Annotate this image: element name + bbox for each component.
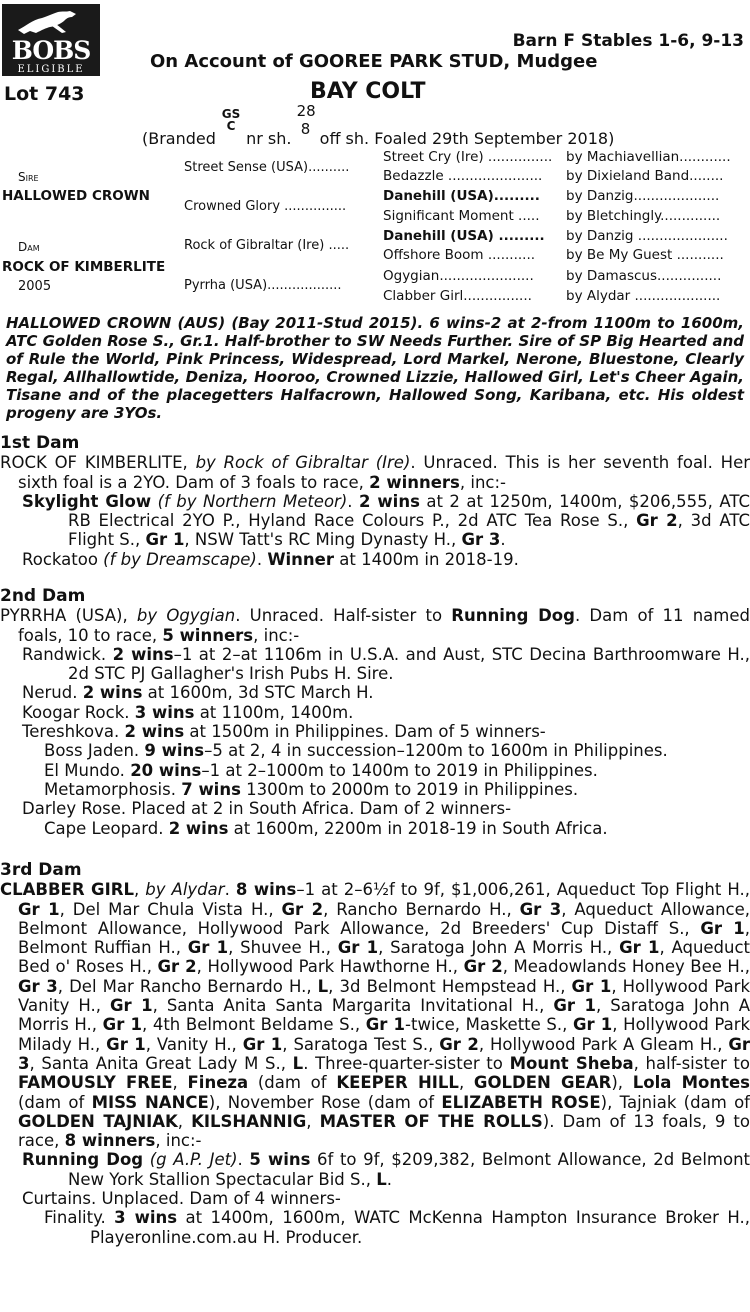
grand-progeny-entry: El Mundo. 20 wins–1 at 2–1000m to 1400m to 2019 in Philippines. — [44, 760, 598, 780]
race-text: , — [177, 1111, 192, 1131]
race-grade: Gr 1 — [619, 938, 660, 958]
progeny-entry: Running Dog (g A.P. Jet). 5 wins 6f to 9f, $209,382, Belmont Allowance, 2d Belmont New York Stallion Spectacular Bid S., L. — [22, 1150, 750, 1189]
race-grade: Gr 3 — [519, 899, 562, 919]
race-grade: Gr 1 — [573, 1015, 613, 1035]
pedigree-gen3-sire: by Danzig ..................... — [566, 228, 728, 244]
race-text: . Three-quarter-sister to — [303, 1053, 510, 1073]
pedigree-gen3-sire: by Machiavellian............ — [566, 149, 731, 165]
race-grade: KEEPER HILL — [336, 1073, 459, 1093]
sire-label: Sire — [18, 170, 39, 184]
race-grade: MISS NANCE — [91, 1092, 209, 1112]
race-grade: Gr 2 — [281, 899, 324, 919]
race-grade: 8 winners — [64, 1131, 156, 1151]
race-text: , Del Mar Chula Vista H., — [59, 899, 282, 919]
pedigree-gen3-sire: by Alydar .................... — [566, 288, 721, 304]
race-text: , — [306, 1111, 320, 1131]
pedigree-gen3-sire: by Dixieland Band........ — [566, 168, 724, 184]
progeny-entry: Nerud. 2 wins at 1600m, 3d STC March H. — [22, 683, 374, 703]
progeny-entry: Darley Rose. Placed at 2 in South Africa. Dam of 2 winners- — [22, 799, 512, 819]
race-text: ), Tajniak (dam of — [600, 1092, 750, 1112]
race-grade: Gr 3 — [18, 1034, 750, 1073]
race-grade: Gr 1 — [106, 1034, 146, 1054]
race-grade: KILSHANNIG — [191, 1111, 307, 1131]
pedigree-gen2: Rock of Gibraltar (Ire) ..... — [184, 238, 350, 253]
pedigree-gen3-sire: by Damascus............... — [566, 268, 722, 284]
progeny-entry: Tereshkova. 2 wins at 1500m in Philippines. Dam of 5 winners- — [22, 722, 546, 742]
race-grade: Fineza — [187, 1073, 249, 1093]
race-grade: Gr 1 — [102, 1015, 142, 1035]
logo-text: BOBS — [11, 36, 91, 65]
race-text: (dam of — [18, 1092, 92, 1112]
race-grade: Gr 1 — [109, 996, 153, 1016]
sire-name: HALLOWED CROWN — [2, 188, 150, 204]
race-text: , Belmont Ruffian H., — [18, 918, 750, 958]
race-text: , Santa Anita Great Lady M S., — [29, 1053, 293, 1073]
race-grade: Gr 1 — [18, 899, 60, 919]
brand-number — [297, 102, 315, 138]
pedigree-gen2: Crowned Glory ............... — [184, 199, 347, 214]
race-text: , Saratoga John A Morris H., — [18, 996, 750, 1035]
race-grade: Gr 1 — [337, 938, 379, 958]
dam-paragraph: PYRRHA (USA), by Ogygian. Unraced. Half-sister to Running Dog. Dam of 11 named foals, 10 to race, 5 winners, inc:- — [0, 606, 750, 645]
race-text: (dam of — [248, 1073, 337, 1093]
race-text: , Santa Anita Santa Margarita Invitational H., — [152, 996, 554, 1016]
section-heading: 1st Dam — [0, 433, 80, 453]
race-grade: ELIZABETH ROSE — [441, 1092, 601, 1112]
pedigree-gen3-name: Danehill (USA)......... — [383, 188, 540, 204]
lot-title: BAY COLT — [310, 79, 426, 104]
pedigree-gen3-sire: by Be My Guest ........... — [566, 247, 724, 263]
race-text: , half-sister to — [633, 1053, 750, 1073]
brand-symbol-bottom: C — [226, 119, 236, 133]
race-text: , Aqueduct Bed o' Roses H., — [18, 938, 750, 977]
pedigree-gen3-name: Significant Moment ..... — [383, 208, 540, 224]
grand-progeny-entry: Cape Leopard. 2 wins at 1600m, 2200m in 2018-19 in South Africa. — [44, 818, 608, 838]
race-text: –1 at 2–6½f to 9f, $1,006,261, Aqueduct Top Flight H., — [296, 880, 750, 900]
pedigree-gen3-name: Bedazzle ...................... — [383, 168, 543, 184]
race-grade: Gr 1 — [571, 976, 612, 996]
race-grade: L — [317, 976, 329, 996]
first-dam-section — [0, 434, 750, 569]
race-text: , Rancho Bernardo H., — [323, 899, 520, 919]
brand-mid: nr sh. — [246, 129, 292, 148]
race-grade: GOLDEN TAJNIAK — [18, 1111, 178, 1131]
dam-name: ROCK OF KIMBERLITE — [2, 259, 166, 275]
race-grade: MASTER OF THE ROLLS — [319, 1111, 543, 1131]
race-text: ), — [611, 1073, 633, 1093]
race-text: , Aqueduct Allowance, Belmont Allowance, Hollywood Park Allowance, 2d Breeders' Cup Distaff S., — [18, 899, 750, 938]
race-text: -twice, Maskette S., — [405, 1015, 573, 1035]
race-grade: GOLDEN GEAR — [473, 1073, 612, 1093]
brand-symbol — [221, 108, 241, 132]
third-dam-section — [0, 861, 750, 1247]
race-grade: L — [292, 1053, 304, 1073]
progeny-entry: Curtains. Unplaced. Dam of 4 winners- — [22, 1189, 341, 1209]
race-text: , Saratoga John A Morris H., — [378, 938, 620, 958]
pedigree-gen2: Pyrrha (USA).................. — [184, 278, 342, 293]
section-heading: 3rd Dam — [0, 860, 82, 880]
pedigree-gen3-sire: by Bletchingly.............. — [566, 208, 721, 224]
race-text: , Hollywood Park Milady H., — [18, 1015, 750, 1054]
race-grade: Mount Sheba — [509, 1053, 634, 1073]
dam-paragraph: ROCK OF KIMBERLITE, by Rock of Gibraltar (Ire). Unraced. This is her seventh foal. Her sixth foal is a 2YO. Dam of 3 foals to race, 2 winners, inc:- — [0, 453, 750, 492]
sire-summary: HALLOWED CROWN (AUS) (Bay 2011-Stud 2015). 6 wins-2 at 2-from 1100m to 1600m, ATC Golden Rose S., Gr.1. Half-brother to SW Needs Further. Sire of SP Big Hearted and of Rule the World, Pink Princess, Widespread, Lord Markel, Nerone, Bluestone, Clearly Regal, Allhallowtide, Deniza, Hooroo, Crowned Lizzie, Hallowed Girl, Let's Cheer Again, Tisane and of the placegetters Halfacrown, Hallowed Song, Karibana, etc. His oldest progeny are 3YOs. — [6, 314, 744, 422]
race-grade: Gr 3 — [18, 976, 58, 996]
lot-number: Lot 743 — [4, 83, 85, 105]
race-text: , — [458, 1073, 474, 1093]
pedigree-gen3-name: Ogygian...................... — [383, 268, 534, 284]
grand-progeny-entry: Finality. 3 wins at 1400m, 1600m, WATC McKenna Hampton Insurance Broker H., Playeronline.com.au H. Producer. — [44, 1208, 750, 1247]
pedigree-gen2: Street Sense (USA).......... — [184, 160, 350, 175]
brand-num-bottom: 8 — [300, 120, 311, 138]
race-text: , Del Mar Rancho Bernardo H., — [57, 976, 318, 996]
brand-num-top: 28 — [296, 102, 316, 120]
race-text: , Hollywood Park Vanity H., — [18, 976, 750, 1016]
dam-paragraph: CLABBER GIRL, by Alydar. 8 wins–1 at 2–6½f to 9f, $1,006,261, Aqueduct Top Flight H., Gr 1, Del Mar Chula Vista H., Gr 2, Rancho Bernardo H., Gr 3, Aqueduct Allowance, Belmont Allowance, Hollywood Park Allowance, 2d Breeders' Cup Distaff S., Gr 1, Belmont Ruffian H., Gr 1, Shuvee H., Gr 1, Saratoga John A Morris H., Gr 1, Aqueduct Bed o' Roses H., Gr 2, Hollywood Park Hawthorne H., Gr 2, Meadowlands Honey Bee H., Gr 3, Del Mar Rancho Bernardo H., L, 3d Belmont Hempstead H., Gr 1, Hollywood Park Vanity H., Gr 1, Santa Anita Santa Margarita Invitational H., Gr 1, Saratoga John A Morris H., Gr 1, 4th Belmont Beldame S., Gr 1-twice, Maskette S., Gr 1, Hollywood Park Milady H., Gr 1, Vanity H., Gr 1, Saratoga Test S., Gr 2, Hollywood Park A Gleam H., Gr 3, Santa Anita Great Lady M S., L. Three-quarter-sister to Mount Sheba, half-sister to FAMOUSLY FREE, Fineza (dam of KEEPER HILL, GOLDEN GEAR), Lola Montes (dam of MISS NANCE), November Rose (dam of ELIZABETH ROSE), Tajniak (dam of GOLDEN TAJNIAK, KILSHANNIG, MASTER OF THE ROLLS). Dam of 13 foals, 9 to race, 8 winners, inc:- — [0, 880, 750, 1151]
pedigree-gen3-name: Offshore Boom ........... — [383, 247, 536, 263]
race-text: ), November Rose (dam of — [208, 1092, 442, 1112]
logo-subtext: ELIGIBLE — [17, 64, 85, 75]
race-text: , inc:- — [155, 1131, 202, 1151]
race-grade: Gr 1 — [365, 1015, 406, 1035]
horse-icon — [16, 8, 86, 38]
progeny-entry: Koogar Rock. 3 wins at 1100m, 1400m. — [22, 702, 354, 722]
brand-description — [142, 102, 615, 148]
progeny-entry: Randwick. 2 wins–1 at 2–at 1106m in U.S.A. and Aust, STC Decina Barthroomware H., 2d STC PJ Gallagher's Irish Pubs H. Sire. — [22, 644, 750, 684]
pedigree-gen3-name: Danehill (USA) ......... — [383, 228, 545, 244]
grand-progeny-entry: Metamorphosis. 7 wins 1300m to 2000m to 2019 in Philippines. — [44, 779, 579, 799]
dam-label: Dam — [18, 240, 40, 254]
race-grade: Gr 1 — [700, 918, 745, 938]
race-grade: Lola Montes — [632, 1073, 750, 1093]
progeny-entry: Skylight Glow (f by Northern Meteor). 2 wins at 2 at 1250m, 1400m, $206,555, ATC RB Electrical 2YO P., Hyland Race Colours P., 2d ATC Tea Rose S., Gr 2, 3d ATC Flight S., Gr 1, NSW Tatt's RC Ming Dynasty H., Gr 3. — [22, 491, 750, 550]
section-heading: 2nd Dam — [0, 586, 86, 606]
brand-symbol-top: GS — [221, 107, 241, 121]
pedigree-gen3-name: Street Cry (Ire) ............... — [383, 149, 553, 165]
race-text: , Shuvee H., — [228, 938, 338, 958]
race-text: , Meadowlands Honey Bee H., — [502, 957, 750, 977]
vendor-account: On Account of GOOREE PARK STUD, Mudgee — [150, 51, 598, 72]
second-dam-section — [0, 587, 750, 838]
race-text: , Hollywood Park Hawthorne H., — [196, 957, 464, 977]
race-text: , 4th Belmont Beldame S., — [141, 1015, 366, 1035]
race-grade: Gr 1 — [242, 1034, 283, 1054]
grand-progeny-entry: Boss Jaden. 9 wins–5 at 2, 4 in succession–1200m to 1600m in Philippines. — [44, 741, 668, 761]
bobs-eligible-logo — [2, 4, 100, 76]
race-grade: FAMOUSLY FREE — [18, 1073, 173, 1093]
race-grade: Gr 2 — [439, 1034, 479, 1054]
race-text: , — [172, 1073, 188, 1093]
race-text: , Vanity H., — [145, 1034, 243, 1054]
pedigree-gen3-name: Clabber Girl................ — [383, 288, 532, 304]
race-text: , 3d Belmont Hempstead H., — [328, 976, 572, 996]
brand-post: off sh. Foaled 29th September 2018) — [319, 129, 615, 148]
pedigree-gen3-sire: by Danzig.................... — [566, 188, 720, 204]
race-grade: Gr 1 — [553, 996, 597, 1016]
race-grade: Gr 2 — [463, 957, 503, 977]
barn-location: Barn F Stables 1-6, 9-13 — [512, 31, 744, 51]
race-text: , Saratoga Test S., — [282, 1034, 440, 1054]
race-text: ). Dam of 13 foals, 9 to race, — [18, 1111, 750, 1151]
race-grade: Gr 2 — [157, 957, 197, 977]
race-text: , Hollywood Park A Gleam H., — [478, 1034, 729, 1054]
race-grade: Gr 1 — [187, 938, 229, 958]
progeny-entry: Rockatoo (f by Dreamscape). Winner at 1400m in 2018-19. — [22, 549, 519, 569]
brand-pre: (Branded — [142, 129, 216, 148]
dam-year: 2005 — [18, 279, 52, 294]
